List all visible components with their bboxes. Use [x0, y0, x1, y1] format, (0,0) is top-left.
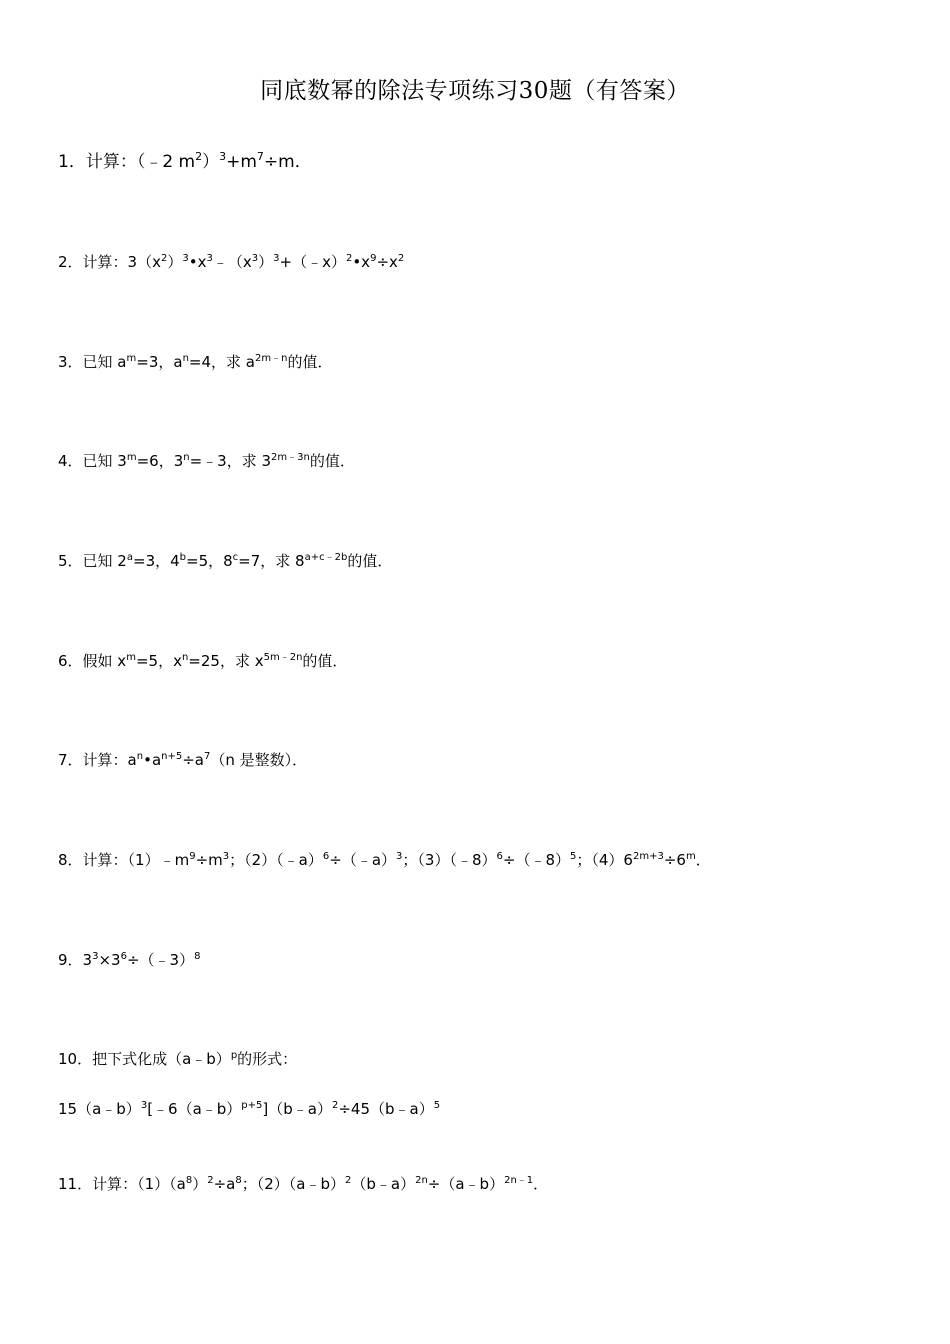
exponent: 7	[204, 751, 211, 762]
text-segment: •x	[188, 253, 207, 271]
exponent: 2m+3	[632, 851, 664, 862]
exponent: 8	[235, 1175, 242, 1186]
text-segment: 15（a﹣b）	[58, 1100, 141, 1118]
text-segment: ÷m	[195, 851, 223, 869]
text-segment: （b﹣a）	[351, 1175, 416, 1193]
exponent: 6	[496, 851, 503, 862]
text-segment: ；（4）6	[576, 851, 633, 869]
text-segment: 1．计算：（﹣2 m	[58, 152, 196, 172]
exponent: 5m﹣2n	[263, 652, 303, 663]
exponent: 2	[397, 253, 405, 264]
exponent: 6	[120, 951, 127, 962]
text-segment: 3．已知 a	[58, 353, 127, 371]
text-segment: ；（2）（﹣a）	[229, 851, 323, 869]
text-segment: ．	[533, 1175, 549, 1193]
exponent: m	[685, 851, 696, 862]
exponent: m	[126, 353, 137, 364]
exponent: 3	[182, 253, 189, 264]
text-segment: ）	[258, 253, 274, 271]
text-segment: ÷（a﹣b）	[427, 1175, 505, 1193]
text-segment: =4，求 a	[188, 353, 255, 371]
text-segment: 8．计算：（1）﹣m	[58, 851, 190, 869]
text-segment: 的形式：	[237, 1050, 298, 1068]
exponent: c	[232, 552, 239, 563]
exponent: 2	[345, 1175, 352, 1186]
text-segment: 的值．	[347, 552, 393, 570]
question-9	[58, 950, 200, 970]
text-segment: ．	[695, 851, 711, 869]
question-10-expression	[58, 1099, 440, 1119]
exponent: p+5	[241, 1100, 263, 1111]
exponent: 2	[345, 253, 353, 264]
text-segment: +m	[226, 152, 257, 172]
text-segment: ]（b﹣a）	[262, 1100, 332, 1118]
exponent: m	[126, 652, 136, 663]
text-segment: 4．已知 3	[58, 452, 127, 470]
text-segment: ﹣（x	[212, 253, 252, 271]
exponent: 2	[195, 150, 203, 163]
text-segment: 的值．	[287, 353, 333, 371]
exponent: n	[181, 652, 189, 663]
text-segment: =3，a	[136, 353, 183, 371]
text-segment: ÷（﹣8）	[502, 851, 570, 869]
exponent: 3	[396, 851, 403, 862]
text-segment: 6．假如 x	[58, 652, 127, 670]
text-segment: =﹣3，求 3	[189, 452, 272, 470]
exponent: 3	[140, 1100, 148, 1111]
text-segment: •a	[143, 751, 162, 769]
text-segment: ÷（﹣3）	[126, 951, 195, 969]
exponent: 3	[92, 951, 99, 962]
exponent: m	[126, 452, 137, 463]
exponent: 3	[273, 253, 280, 264]
exponent: 3	[206, 253, 213, 264]
question-2	[58, 252, 404, 272]
text-segment: 7．计算：a	[58, 751, 137, 769]
text-segment: 9．3	[58, 951, 93, 969]
text-segment: •x	[352, 253, 371, 271]
text-segment: 2．计算：3（x	[58, 253, 161, 271]
text-segment: [﹣6（a﹣b）	[147, 1100, 242, 1118]
text-segment: 5．已知 2	[58, 552, 127, 570]
exponent: 3	[222, 851, 230, 862]
exponent: n	[183, 452, 190, 463]
exponent: 5	[433, 1100, 441, 1111]
exponent: 8	[194, 951, 201, 962]
question-4	[58, 451, 355, 471]
question-6	[58, 651, 347, 671]
exponent: 2	[331, 1100, 339, 1111]
exponent: n+5	[161, 751, 183, 762]
exponent: p	[230, 1050, 238, 1061]
question-1	[58, 152, 312, 172]
text-segment: =5，x	[135, 652, 182, 670]
question-5	[58, 551, 392, 571]
text-segment: +（﹣x）	[279, 253, 346, 271]
text-segment: ÷a	[182, 751, 204, 769]
exponent: 3	[251, 253, 259, 264]
text-segment: 10．把下式化成（a﹣b）	[58, 1050, 231, 1068]
text-segment: ÷a	[213, 1175, 236, 1193]
exponent: b	[179, 552, 187, 563]
exponent: n	[136, 751, 144, 762]
question-8	[58, 850, 711, 870]
text-segment: =7，求 8	[238, 552, 305, 570]
text-segment: ÷（﹣a）	[329, 851, 397, 869]
question-10-prompt	[58, 1049, 297, 1069]
text-segment: ；（3）（﹣8）	[402, 851, 497, 869]
text-segment: ）	[192, 1175, 208, 1193]
exponent: 2m﹣n	[255, 353, 288, 364]
text-segment: ÷x	[376, 253, 398, 271]
exponent: 3	[219, 150, 227, 163]
text-segment: ）	[202, 152, 220, 172]
question-3	[58, 352, 332, 372]
exponent: 6	[322, 851, 330, 862]
exponent: 7	[256, 150, 264, 163]
text-segment: =5，8	[186, 552, 233, 570]
text-segment: ÷6	[663, 851, 686, 869]
exponent: n	[182, 353, 189, 364]
question-7	[58, 750, 307, 770]
exponent: 8	[185, 1175, 193, 1186]
question-11	[58, 1174, 548, 1194]
exponent: 2n﹣1	[504, 1175, 534, 1186]
exponent: a	[126, 552, 133, 563]
text-segment: ÷45（b﹣a）	[338, 1100, 434, 1118]
text-segment: ÷m．	[263, 152, 312, 172]
exponent: 2m﹣3n	[271, 452, 310, 463]
text-segment: =3，4	[133, 552, 180, 570]
exponent: 9	[189, 851, 196, 862]
exponent: 2	[207, 1175, 214, 1186]
text-segment: ；（2）（a﹣b）	[241, 1175, 345, 1193]
text-segment: 的值．	[302, 652, 348, 670]
text-segment: 11．计算：（1）（a	[58, 1175, 186, 1193]
text-segment: （n 是整数）．	[210, 751, 308, 769]
exponent: 9	[370, 253, 377, 264]
text-segment: =6，3	[136, 452, 184, 470]
exponent: 2n	[415, 1175, 428, 1186]
exponent: 2	[160, 253, 168, 264]
exponent: a+c﹣2b	[304, 552, 348, 563]
text-segment: ）	[167, 253, 183, 271]
exponent: 5	[570, 851, 577, 862]
page-title: 同底数幂的除法专项练习30题（有答案）	[260, 78, 690, 104]
text-segment: 的值．	[309, 452, 355, 470]
text-segment: =25，求 x	[188, 652, 264, 670]
text-segment: ×3	[98, 951, 121, 969]
